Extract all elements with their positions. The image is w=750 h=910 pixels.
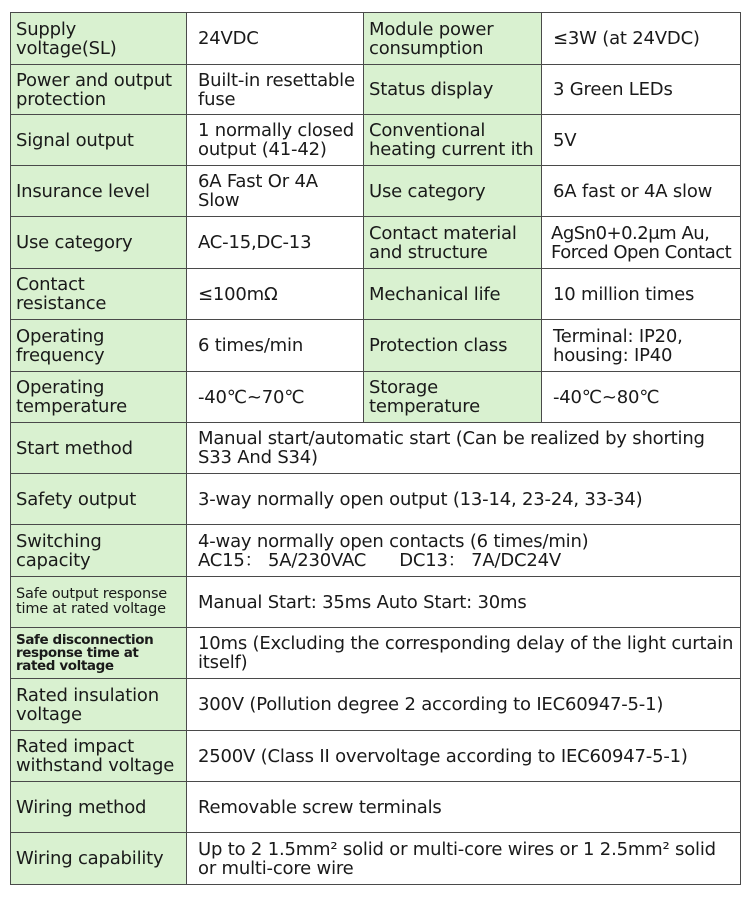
spec-label: Use category <box>11 217 187 269</box>
spec-label: Mechanical life <box>364 269 542 320</box>
spec-value: ≤3W (at 24VDC) <box>542 13 741 65</box>
table-row <box>11 679 741 731</box>
spec-label: Wiring capability <box>11 833 187 885</box>
table-row <box>11 423 741 474</box>
spec-value: Up to 2 1.5mm² solid or multi-core wires or 1 2.5mm² solid or multi-core wire <box>187 833 741 885</box>
table-row <box>11 525 741 577</box>
table-row <box>11 217 741 269</box>
spec-label: Rated insulation voltage <box>11 679 187 731</box>
table-row <box>11 731 741 782</box>
spec-label: Signal output <box>11 115 187 166</box>
spec-label: Protection class <box>364 320 542 372</box>
spec-label: Insurance level <box>11 166 187 217</box>
table-row <box>11 782 741 833</box>
table-row <box>11 269 741 320</box>
spec-value <box>187 525 741 577</box>
spec-value: Manual Start: 35ms Auto Start: 30ms <box>187 577 741 628</box>
spec-label: Operating temperature <box>11 372 187 423</box>
spec-label: Storage temperature <box>364 372 542 423</box>
table-row <box>11 577 741 628</box>
spec-label: Operating frequency <box>11 320 187 372</box>
spec-label: Contact resistance <box>11 269 187 320</box>
spec-label: Status display <box>364 65 542 115</box>
table-row <box>11 115 741 166</box>
spec-label: Contact material and structure <box>364 217 542 269</box>
spec-label: Module power consumption <box>364 13 542 65</box>
spec-value: 10 million times <box>542 269 741 320</box>
table-row <box>11 372 741 423</box>
table-row <box>11 13 741 65</box>
spec-label: Safe output response time at rated voltage <box>11 577 187 628</box>
spec-value: 10ms (Excluding the corresponding delay of the light curtain itself) <box>187 628 741 679</box>
spec-value: AgSn0+0.2μm Au, Forced Open Contact <box>542 217 741 269</box>
table-row <box>11 320 741 372</box>
spec-value: 5V <box>542 115 741 166</box>
spec-value: Removable screw terminals <box>187 782 741 833</box>
spec-value: Built-in resettable fuse <box>187 65 364 115</box>
spec-label: Supply voltage(SL) <box>11 13 187 65</box>
spec-label: Wiring method <box>11 782 187 833</box>
table-row <box>11 474 741 525</box>
spec-label: Switching capacity <box>11 525 187 577</box>
spec-value: 2500V (Class II overvoltage according to IEC60947-5-1) <box>187 731 741 782</box>
switching-capacity-line-1: 4-way normally open contacts (6 times/min) <box>198 530 589 552</box>
spec-label: Start method <box>11 423 187 474</box>
spec-value: 1 normally closed output (41-42) <box>187 115 364 166</box>
table-row <box>11 166 741 217</box>
spec-value: -40℃~80℃ <box>542 372 741 423</box>
spec-value: 6 times/min <box>187 320 364 372</box>
spec-value: Manual start/automatic start (Can be realized by shorting S33 And S34) <box>187 423 741 474</box>
spec-value: 300V (Pollution degree 2 according to IEC60947-5-1) <box>187 679 741 731</box>
spec-value: ≤100mΩ <box>187 269 364 320</box>
spec-label: Safe disconnection response time at rated voltage <box>11 628 187 679</box>
table-row <box>11 628 741 679</box>
spec-value: 3-way normally open output (13-14, 23-24, 33-34) <box>187 474 741 525</box>
spec-label: Use category <box>364 166 542 217</box>
table-row <box>11 833 741 885</box>
spec-value: 6A fast or 4A slow <box>542 166 741 217</box>
spec-label: Conventional heating current ith <box>364 115 542 166</box>
spec-label: Safety output <box>11 474 187 525</box>
spec-label: Rated impact withstand voltage <box>11 731 187 782</box>
table-row <box>11 65 741 115</box>
spec-value: 3 Green LEDs <box>542 65 741 115</box>
spec-value: Terminal: IP20, housing: IP40 <box>542 320 741 372</box>
spec-value: AC-15,DC-13 <box>187 217 364 269</box>
spec-value: 6A Fast Or 4A Slow <box>187 166 364 217</box>
spec-value: -40℃~70℃ <box>187 372 364 423</box>
spec-label: Power and output protection <box>11 65 187 115</box>
spec-value: 24VDC <box>187 13 364 65</box>
switching-capacity-line-2: AC15： 5A/230VAC DC13： 7A/DC24V <box>198 549 561 571</box>
spec-table <box>10 12 741 885</box>
